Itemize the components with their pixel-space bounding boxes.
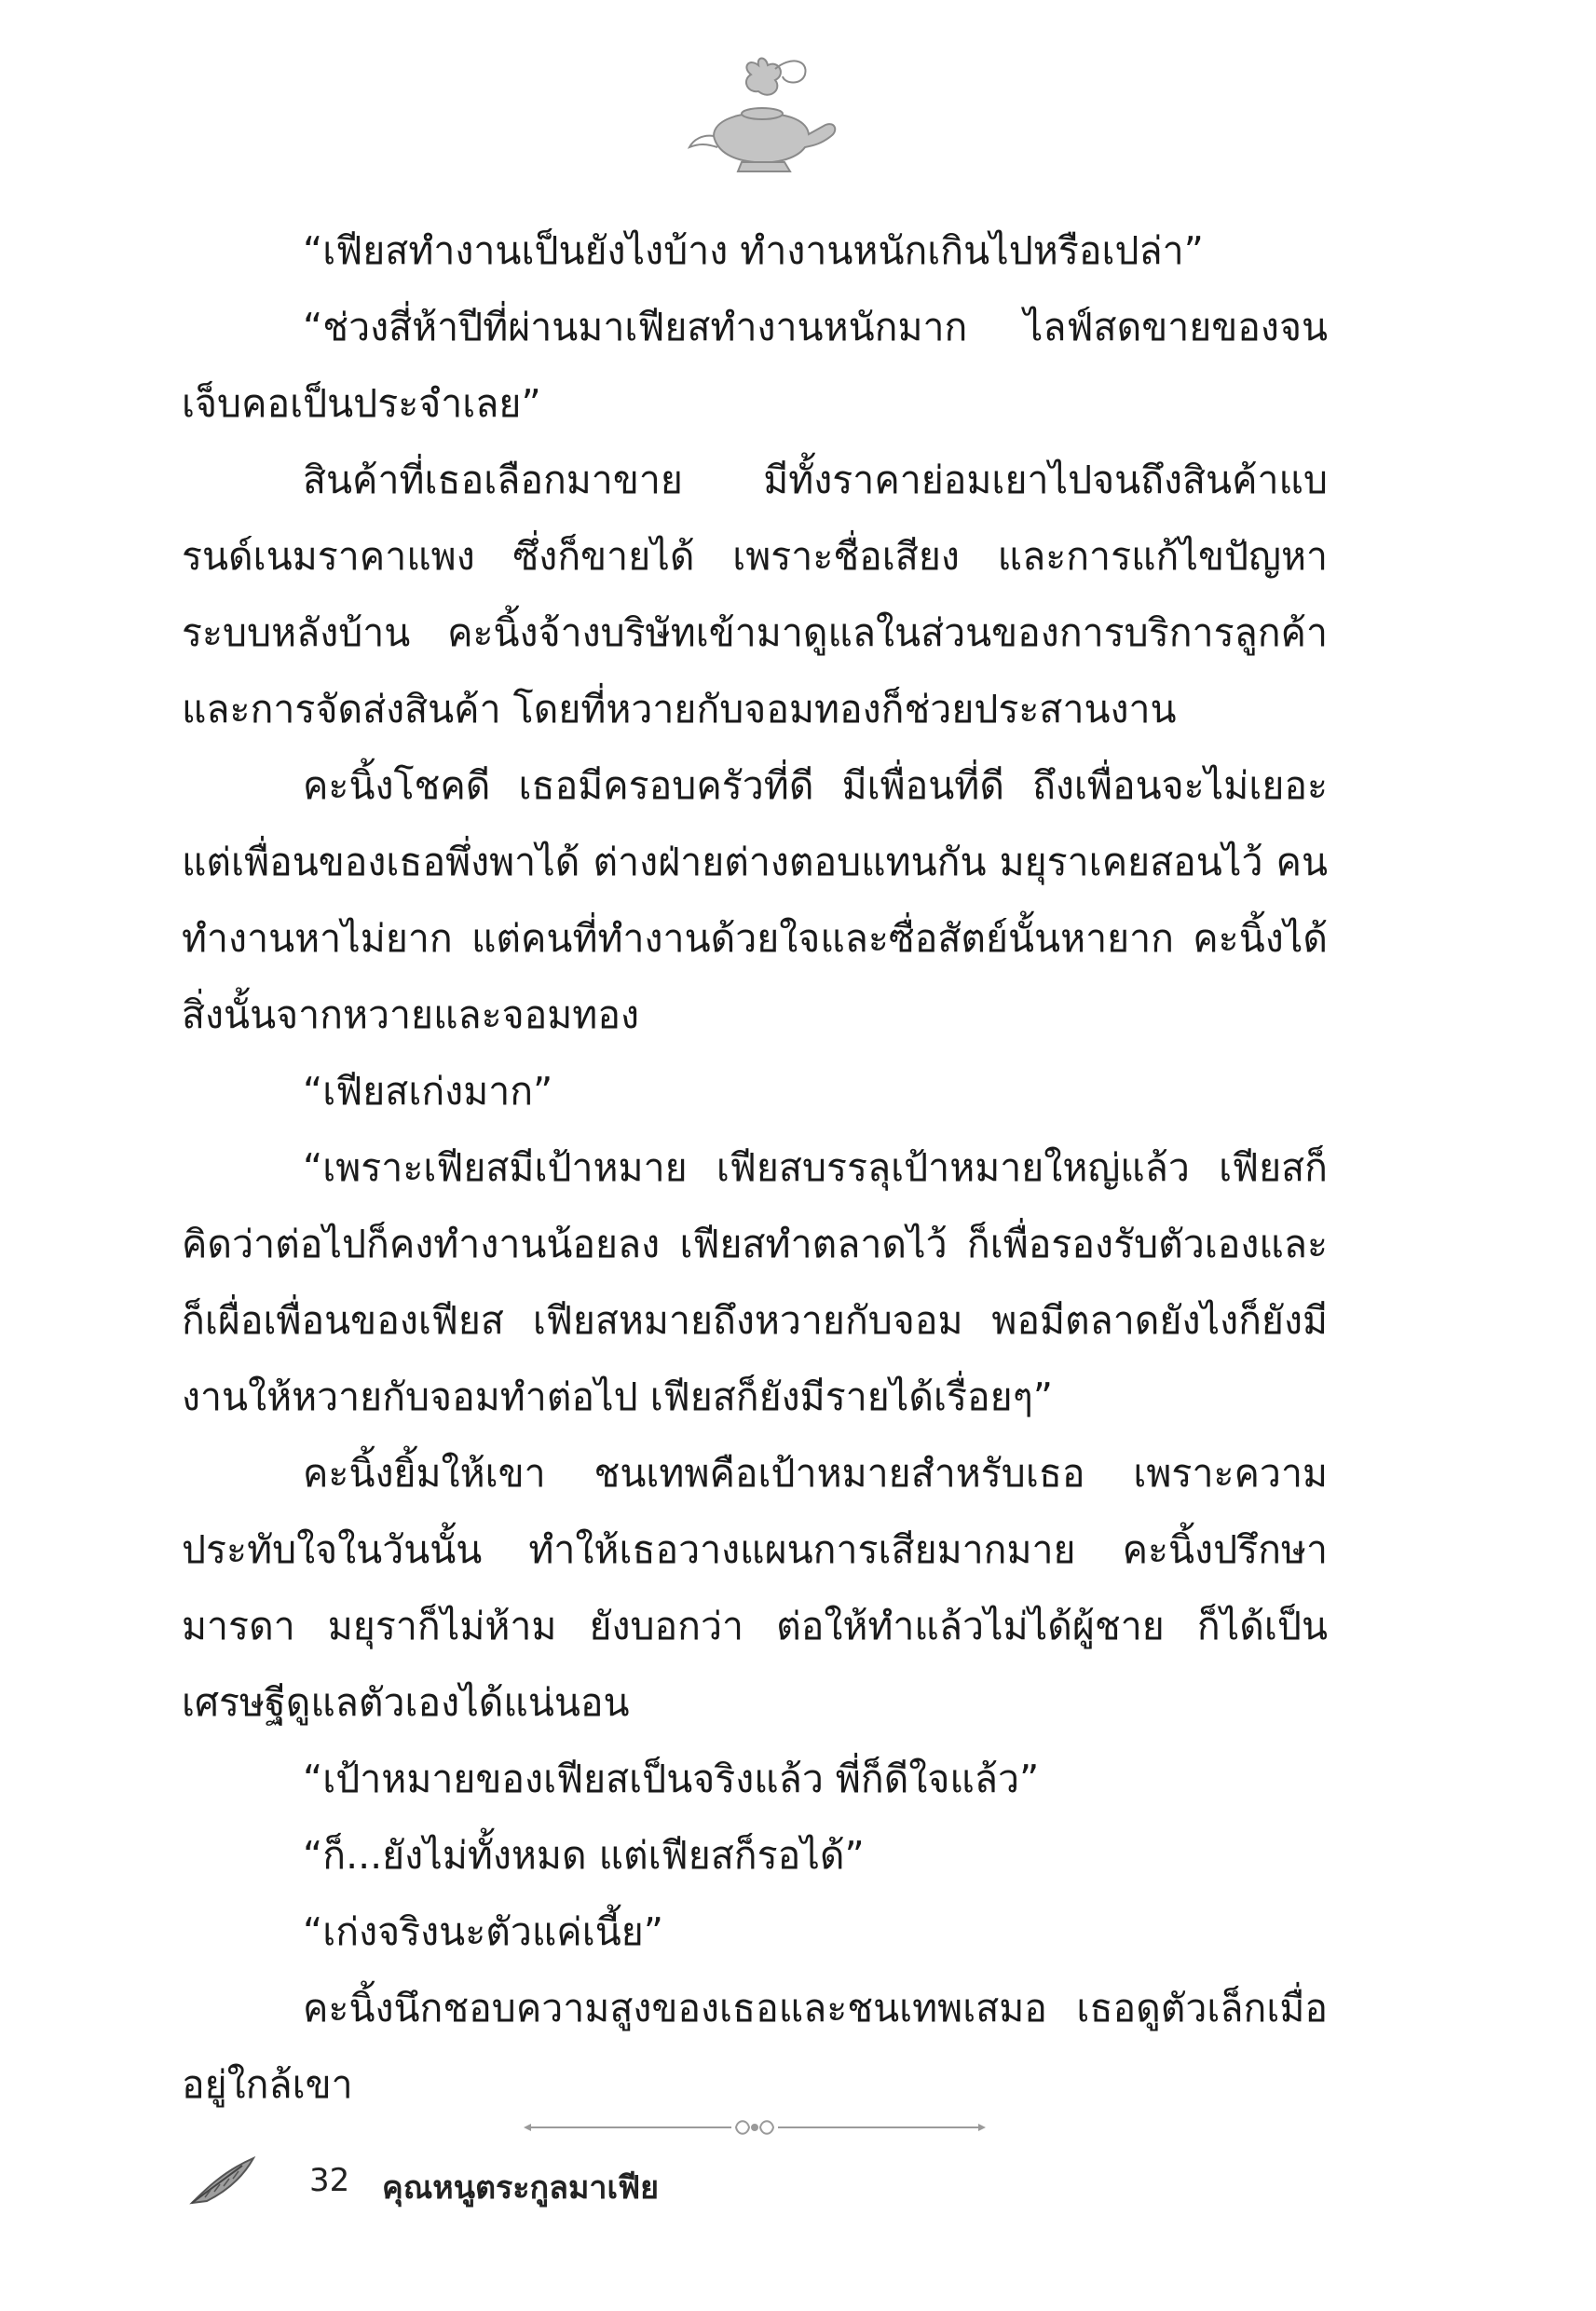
paragraph: คะนิ้งยิ้มให้เขา ชนเทพคือเป้าหมายสำหรับเธอ เพราะความประทับใจในวันนั้น ทำให้เธอวางแผนการเสียมากมาย คะนิ้งปรึกษามารดา มยุราก็ไม่ห้าม ยังบอกว่า ต่อให้ทำแล้วไม่ได้ผู้ชาย ก็ได้เป็นเศรษฐีดูแลตัวเองได้แน่นอน xyxy=(182,1451,1328,1725)
book-title: คุณหนูตระกูลมาเฟีย xyxy=(382,2169,660,2207)
genie-lamp-icon xyxy=(686,47,844,177)
paragraph: คะนิ้งโชคดี เธอมีครอบครัวที่ดี มีเพื่อนที่ดี ถึงเพื่อนจะไม่เยอะแต่เพื่อนของเธอพึ่งพาได้ ต่างฝ่ายต่างตอบแทนกัน มยุราเคยสอนไว้ คนทำงานหาไม่ยาก แต่คนที่ทำงานด้วยใจและซื่อสัตย์นั้นหายาก คะนิ้งได้สิ่งนั้นจากหวายและจอมทอง xyxy=(182,763,1328,1037)
ornamental-divider-icon xyxy=(522,2113,988,2141)
paragraph: “ช่วงสี่ห้าปีที่ผ่านมาเฟียสทำงานหนักมาก ไลฟ์สดขายของจนเจ็บคอเป็นประจำเลย” xyxy=(182,305,1328,426)
page-number: 32 xyxy=(309,2162,350,2199)
feather-quill-icon xyxy=(186,2153,261,2208)
body-text xyxy=(182,212,1328,2123)
paragraph: “เฟียสทำงานเป็นยังไงบ้าง ทำงานหนักเกินไปหรือเปล่า” xyxy=(303,228,1204,273)
paragraph: “เฟียสเก่งมาก” xyxy=(303,1069,553,1114)
paragraph: “เก่งจริงนะตัวแค่เนี้ย” xyxy=(303,1909,664,1954)
paragraph: สินค้าที่เธอเลือกมาขาย มีทั้งราคาย่อมเยาไปจนถึงสินค้าแบรนด์เนมราคาแพง ซึ่งก็ขายได้ เพราะชื่อเสียง และการแก้ไขปัญหาระบบหลังบ้าน คะนิ้งจ้างบริษัทเข้ามาดูแลในส่วนของการบริการลูกค้าและการจัดส่งสินค้า โดยที่หวายกับจอมทองก็ช่วยประสานงาน xyxy=(182,458,1328,732)
paragraph: “เพราะเฟียสมีเป้าหมาย เฟียสบรรลุเป้าหมายใหญ่แล้ว เฟียสก็คิดว่าต่อไปก็คงทำงานน้อยลง เฟียสทำตลาดไว้ ก็เพื่อรองรับตัวเองและก็เผื่อเพื่อนของเฟียส เฟียสหมายถึงหวายกับจอม พอมีตลาดยังไงก็ยังมีงานให้หวายกับจอมทำต่อไป เฟียสก็ยังมีรายได้เรื่อยๆ” xyxy=(182,1145,1328,1419)
paragraph: “เป้าหมายของเฟียสเป็นจริงแล้ว พี่ก็ดีใจแล้ว” xyxy=(303,1757,1040,1801)
paragraph: “ก็...ยังไม่ทั้งหมด แต่เฟียสก็รอได้” xyxy=(303,1833,865,1878)
paragraph: คะนิ้งนึกชอบความสูงของเธอและชนเทพเสมอ เธอดูตัวเล็กเมื่ออยู่ใกล้เขา xyxy=(182,1986,1328,2107)
page-footer xyxy=(186,2153,1025,2218)
